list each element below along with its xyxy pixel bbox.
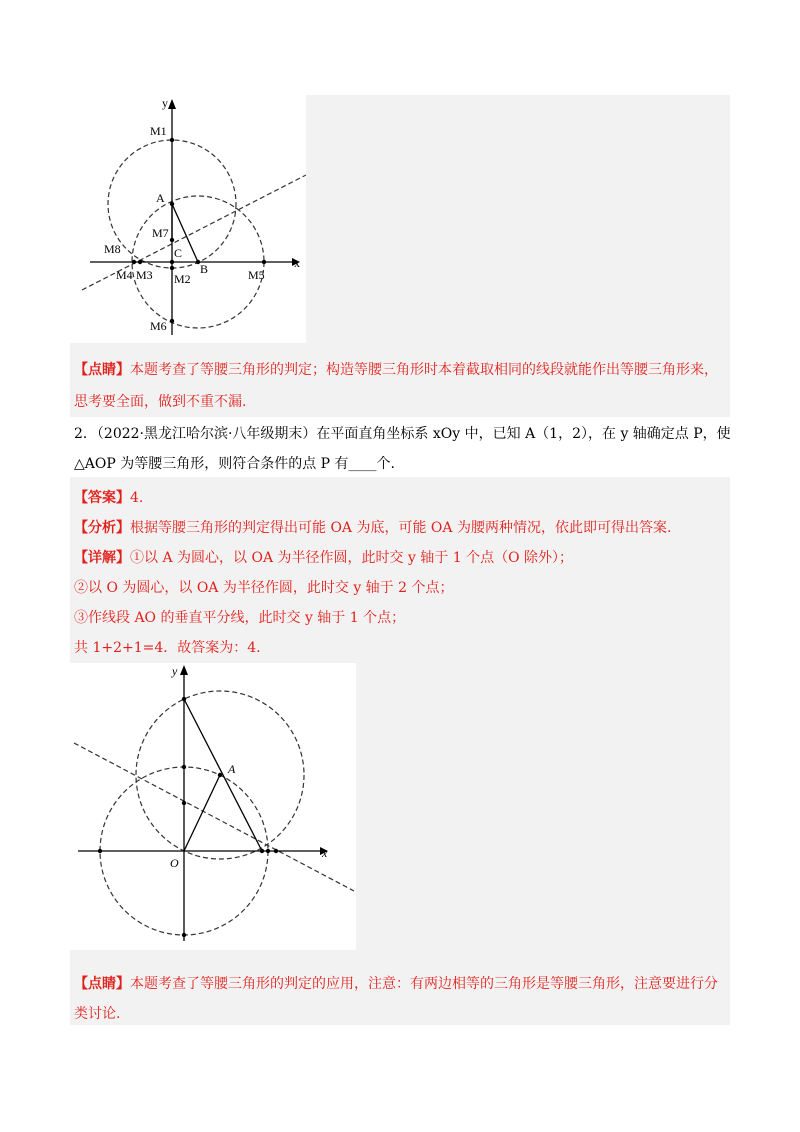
y-arrow-icon: [168, 99, 176, 109]
figure-1-diagram: [70, 95, 306, 343]
note-2-text-1: 本题考查了等腰三角形的判定的应用，注意：有两边相等的三角形是等腰三角形，注意要进行分: [130, 976, 718, 992]
figure-2-diagram: [70, 663, 356, 950]
perpendicular-bisector: [74, 743, 354, 891]
solution-step-2: ②以 O 为圆心，以 OA 为半径作圆，此时交 y 轴于 2 个点；: [74, 580, 454, 596]
note-2-line-1: [74, 974, 730, 994]
label-m7: M7: [152, 226, 169, 240]
question-2-line-2: △AOP 为等腰三角形，则符合条件的点 P 有____个.: [74, 456, 395, 472]
answer-text: 4.: [130, 490, 144, 506]
solution-step-1: ①以 A 为圆心，以 OA 为半径作圆，此时交 y 轴于 1 个点（O 除外）；: [130, 550, 574, 566]
label-m2: M2: [174, 272, 191, 286]
note-2-line-2: 类讨论.: [74, 1006, 121, 1022]
note-1-tag: 【点睛】: [74, 362, 130, 378]
analysis-text: 根据等腰三角形的判定得出可能 OA 为底，可能 OA 为腰两种情况，依此即可得出答案.: [130, 520, 672, 536]
label-b: B: [200, 262, 209, 276]
solution-line-1: [74, 548, 730, 568]
note-1-line-1: [74, 360, 730, 380]
label-x: x: [322, 846, 328, 860]
answer-line: [74, 488, 730, 508]
answer-tag: 【答案】: [74, 490, 130, 506]
segment-oa: [184, 775, 220, 851]
label-m4: M4: [116, 268, 133, 282]
note-1-text-1: 本题考查了等腰三角形的判定；构造等腰三角形时本着截取相同的线段就能作出等腰三角形来，: [130, 362, 718, 378]
label-c: C: [174, 246, 183, 260]
y-arrow-icon: [180, 665, 188, 675]
label-m8: M8: [104, 242, 121, 256]
label-o: O: [170, 856, 179, 870]
note-1-line-2: 思考要全面，做到不重不漏.: [74, 394, 247, 410]
label-x: x: [294, 256, 300, 270]
note-2-tag: 【点睛】: [74, 976, 130, 992]
label-m5: M5: [248, 268, 265, 282]
solution-step-3: ③作线段 AO 的垂直平分线，此时交 y 轴于 1 个点；: [74, 610, 406, 626]
label-m3: M3: [136, 268, 153, 282]
segment-top-to-x: [184, 699, 262, 851]
label-y: y: [162, 96, 168, 110]
solution-tag: 【详解】: [74, 550, 130, 566]
label-y: y: [172, 664, 178, 678]
analysis-tag: 【分析】: [74, 520, 130, 536]
label-a: A: [228, 762, 236, 776]
solution-total: 共 1+2+1=4．故答案为：4.: [74, 640, 261, 656]
analysis-line: [74, 518, 730, 538]
label-a: A: [156, 191, 165, 205]
label-m6: M6: [150, 319, 167, 333]
label-m1: M1: [150, 124, 167, 138]
question-2-line-1: 2．（2022·黑龙江哈尔滨·八年级期末）在平面直角坐标系 xOy 中，已知 A（1，2），在 y 轴确定点 P，使: [74, 426, 731, 442]
